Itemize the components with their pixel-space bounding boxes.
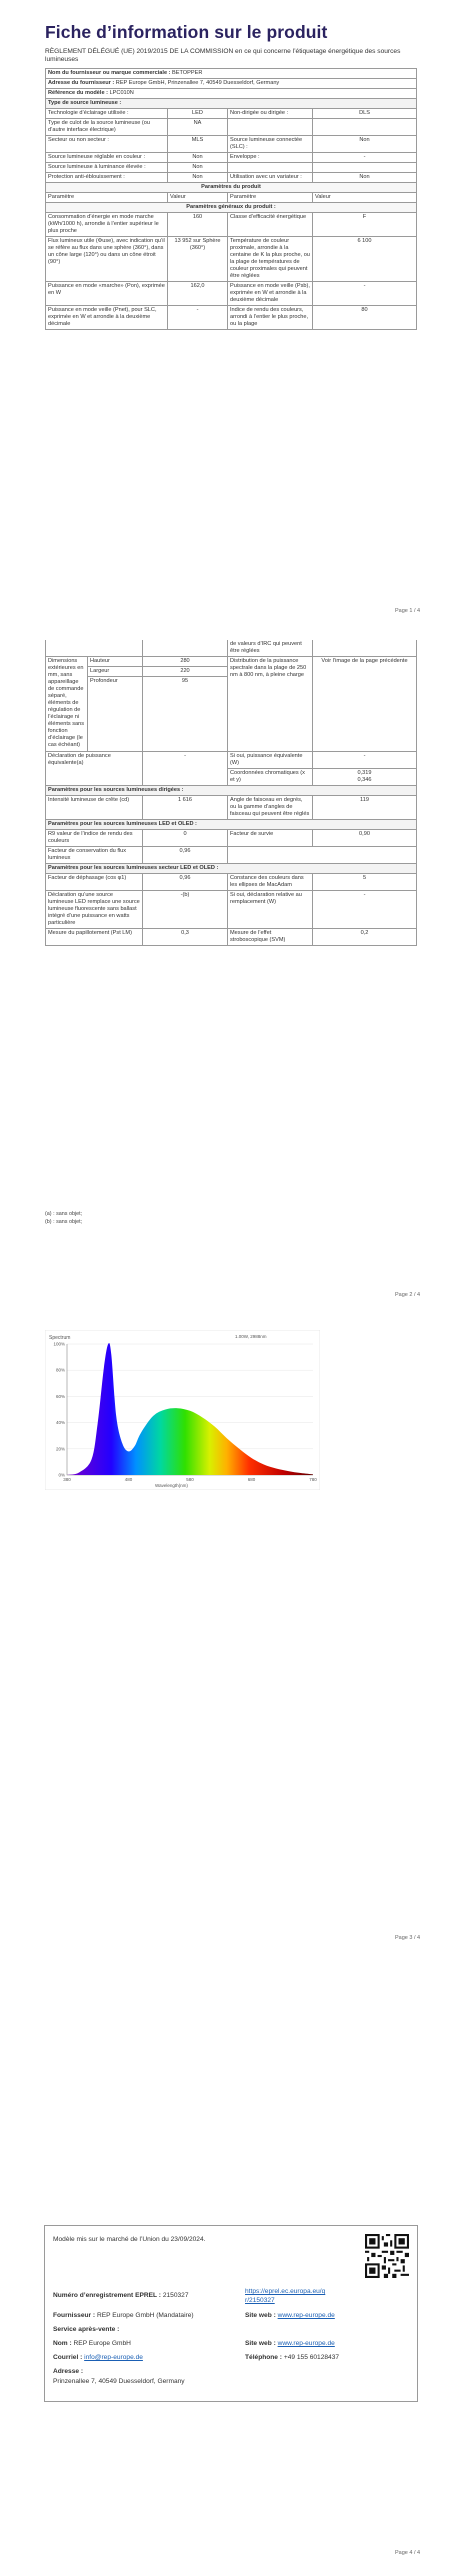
product-info-table [45,68,417,330]
column-header-row [46,193,417,203]
eprel-label: Numéro d’enregistrement EPREL : [53,2292,161,2299]
cell: NA [168,119,228,136]
table-row [46,163,417,173]
website-link[interactable]: www.rep-europe.de [277,2312,335,2319]
footnotes [45,1210,82,1226]
cell: Source lumineuse réglable en couleur : [46,153,168,163]
cell: Classe d’efficacité énergétique [228,213,313,237]
section-header: Paramètres pour les sources lumineuses LED et OLED : [46,820,417,830]
equivalent-value: - [143,752,228,786]
cell: Coordonnées chromatiques (x et y) [228,769,313,786]
cell: 0,2 [313,929,417,946]
cell: - [313,282,417,306]
table-row [46,830,417,847]
cell: 5 [313,874,417,891]
page-number: Page 2 / 4 [395,1292,421,1298]
phone-line [245,2354,339,2361]
supplier-label: Nom du fournisseur ou marque commerciale : [48,70,171,76]
params-header: Paramètres du produit [46,183,417,193]
email-line [53,2354,143,2361]
cell: - [313,153,417,163]
mains-header-row [46,864,417,874]
cell: Enveloppe : [228,153,313,163]
chroma-y: 0,346 [357,777,372,783]
cell: Technologie d’éclairage utilisée : [46,109,168,119]
x-tick-label: 380 [63,1477,71,1482]
cell: 0,3 [143,929,228,946]
cell: Non [313,136,417,153]
address-label: Adresse : [53,2368,84,2375]
cell: de valeurs d’IRC qui peuvent être réglées [228,640,313,657]
cell: Facteur de conservation du flux lumineux [46,847,143,864]
cell: Température de couleur proximale, arrondie à la centaine de K la plus proche, ou la plage de températures de couleur proximales qui peuvent être réglées [228,237,313,282]
cell: Largeur [88,667,143,677]
table-row [46,306,417,330]
general-header: Paramètres généraux du produit : [46,203,417,213]
cell: Consommation d’énergie en mode marche (kWh/1000 h), arrondie à l’entier supérieur le plus proche [46,213,168,237]
cell [313,640,417,657]
supplier-row [46,69,417,79]
equivalent-label: Déclaration de puissance équivalente(a) [46,752,143,786]
cell: Hauteur [88,657,143,667]
cell: Secteur ou non secteur : [46,136,168,153]
spectrum-chart [45,1330,320,1490]
y-axis-label: Spectrum [49,1335,71,1341]
table-row [46,153,417,163]
section-header: Paramètres pour les sources lumineuses dirigées : [46,786,417,796]
cell: - [168,306,228,330]
y-tick-label: 20% [55,1446,65,1452]
cell: 220 [143,667,228,677]
supplier-label: Fournisseur : [53,2312,96,2319]
cell: 160 [168,213,228,237]
model-row [46,89,417,99]
supplier-value: REP Europe GmbH (Mandataire) [96,2312,194,2319]
x-axis-label: Wavelength(nm) [155,1483,188,1488]
cell: 1 616 [143,796,228,820]
table-row [46,847,417,864]
cell [228,847,313,864]
cell: Source lumineuse à luminance élevée : [46,163,168,173]
cell: Constance des couleurs dans les ellipses de MacAdam [228,874,313,891]
cell: Indice de rendu des couleurs, arrondi à l’entier le plus proche, ou la plage [228,306,313,330]
cell: Mesure du papillotement (Pst LM) [46,929,143,946]
service-website-line [245,2340,335,2347]
cell: Facteur de survie [228,830,313,847]
x-tick-label: 780 [309,1477,317,1482]
cell: Facteur de déphasage (cos φ1) [46,874,143,891]
cell [228,163,313,173]
address-label: Adresse du fournisseur : [48,80,115,86]
cell [313,847,417,864]
x-tick-label: 480 [124,1477,133,1482]
table-row [46,237,417,282]
cell: 0 [143,830,228,847]
supplier-line [53,2312,194,2319]
table-row [46,874,417,891]
cell: Puissance en mode veille (Pnet), pour SLC, exprimée en W et arrondie à la deuxième décimale [46,306,168,330]
table-row [46,173,417,183]
cell: 95 [143,677,228,752]
cell: 0,96 [143,874,228,891]
cell: - [313,752,417,769]
name-label: Nom : [53,2340,72,2347]
cell: LED [168,109,228,119]
page-number: Page 4 / 4 [395,2550,421,2556]
cell [313,163,417,173]
y-tick-label: 40% [55,1420,65,1426]
col-header: Paramètre [228,193,313,203]
spectral-value: Voir l’image de la page précédente [313,657,417,752]
model-label: Référence du modèle : [48,90,108,96]
service-label: Service après-vente : [53,2326,120,2333]
chart-header-text: 1.00W, 2988nm [235,1334,267,1339]
type-header: Type de source lumineuse : [46,99,417,109]
cell: Non [313,173,417,183]
website-label: Site web : [245,2312,276,2319]
spectrum-chart-svg [45,1330,320,1490]
params-header-row [46,183,417,193]
cell: Puissance en mode veille (Psb), exprimée en W et arrondie à la deuxième décimale [228,282,313,306]
page-number: Page 3 / 4 [395,1935,421,1941]
eprel-info-box [44,2225,418,2402]
cell: Intensité lumineuse de crête (cd) [46,796,143,820]
cell [46,640,143,657]
cell: R9 valeur de l’indice de rendu des couleurs [46,830,143,847]
eprel-number [53,2292,188,2299]
footnote-b: (b) : sans objet; [45,1219,83,1225]
page-1 [0,0,453,640]
supplier-value: BETOPPER [172,70,203,76]
table-row [46,213,417,237]
section-header: Paramètres pour les sources lumineuses secteur LED et OLED : [46,864,417,874]
table-row [46,109,417,119]
cell: 80 [313,306,417,330]
cell [313,119,417,136]
x-tick-label: 580 [186,1477,194,1482]
led-header-row [46,820,417,830]
cell: Non [168,173,228,183]
spectral-label: Distribution de la puissance spectrale dans la plage de 250 nm à 800 nm, à pleine charge [228,657,313,752]
qr-code-icon [365,2234,409,2278]
cell: 0,96 [143,847,228,864]
address-row [46,79,417,89]
cell: -(b) [143,891,228,929]
intro-text: Modèle mis sur le marché de l’Union du 23/09/2024. [53,2236,206,2243]
phone-label: Téléphone : [245,2354,282,2361]
cell: MLS [168,136,228,153]
cell: 162,0 [168,282,228,306]
footnote-a: (a) : sans objet; [45,1211,83,1217]
dimensions-row [46,657,417,667]
table-row [46,282,417,306]
service-name-line [53,2340,131,2347]
table-row [46,119,417,136]
y-tick-label: 100% [53,1341,65,1347]
cell: 280 [143,657,228,667]
cell: Non-dirigée ou dirigée : [228,109,313,119]
cell: Type de culot de la source lumineuse (ou d’autre interface électrique) [46,119,168,136]
page-title: Fiche d’information sur le produit [45,22,328,42]
cell: F [313,213,417,237]
cell: Angle de faisceau en degrés, ou la gamme d’angles de faisceau qui peuvent être réglés [228,796,313,820]
phone-value: +49 155 60128437 [283,2354,340,2361]
cell: Non [168,163,228,173]
cell: 119 [313,796,417,820]
email-link[interactable]: info@rep-europe.de [84,2354,143,2361]
cell [228,119,313,136]
address-value: REP Europe GmbH, Prinzenallee 7, 40549 Duesseldorf, Germany [115,80,280,86]
cell: Déclaration qu’une source lumineuse LED remplace une source lumineuse fluorescente sans ballast intégré d’une puissance en watts particulière [46,891,143,929]
eprel-link[interactable]: https://eprel.ec.europa.eu/qr/2150327 [245,2288,326,2304]
equivalent-row [46,752,417,769]
service-website-link[interactable]: www.rep-europe.de [277,2340,335,2347]
table-row [46,136,417,153]
x-tick-label: 680 [247,1477,256,1482]
cell: Flux lumineux utile (Φuse), avec indication qu’il se réfère au flux dans une sphère (360°), dans un cône large (120°) ou dans un cône étroit (90°) [46,237,168,282]
cell: - [313,891,417,929]
website-line [245,2312,335,2319]
product-info-table-continued [45,640,417,946]
cell: Protection anti-éblouissement : [46,173,168,183]
table-row [46,796,417,820]
cell: Profondeur [88,677,143,752]
model-value: LPC010N [109,90,134,96]
table-row [46,891,417,929]
cell: Utilisation avec un variateur : [228,173,313,183]
page-number: Page 1 / 4 [395,608,421,614]
cell: 0,90 [313,830,417,847]
table-row [46,929,417,946]
directed-header-row [46,786,417,796]
col-header: Valeur [168,193,228,203]
col-header: Paramètre [46,193,168,203]
cell: 13 952 sur Sphère (360°) [168,237,228,282]
y-tick-label: 0% [58,1472,65,1478]
cell [313,769,417,786]
y-tick-label: 80% [55,1367,65,1373]
name-value: REP Europe GmbH [73,2340,131,2347]
cell: DLS [313,109,417,119]
cell: Source lumineuse connectée (SLC) : [228,136,313,153]
cell [143,640,228,657]
y-tick-label: 60% [55,1393,65,1399]
cell: Si oui, déclaration relative au remplacement (W) [228,891,313,929]
address-value: Prinzenallee 7, 40549 Duesseldorf, Germany [53,2378,185,2385]
cell: Non [168,153,228,163]
general-header-row [46,203,417,213]
cell: Si oui, puissance équivalente (W) [228,752,313,769]
email-label: Courriel : [53,2354,83,2361]
regulation-text: RÈGLEMENT DÉLÉGUÉ (UE) 2019/2015 DE LA COMMISSION en ce qui concerne l’étiquetage énergétique des sources lumineuses [45,48,401,64]
table-row [46,640,417,657]
type-header-row [46,99,417,109]
cell: Mesure de l’effet stroboscopique (SVM) [228,929,313,946]
website-label: Site web : [245,2340,276,2347]
cell: Puissance en mode «marche» (Pon), exprimée en W [46,282,168,306]
col-header: Valeur [313,193,417,203]
eprel-value: 2150327 [162,2292,189,2299]
chroma-x: 0,319 [357,770,372,776]
dimensions-label: Dimensions extérieures en mm, sans appareillage de commande séparé, éléments de régulation de l’éclairage ni éléments sans fonction d’éclairage (le cas échéant) [46,657,88,752]
cell: 6 100 [313,237,417,282]
